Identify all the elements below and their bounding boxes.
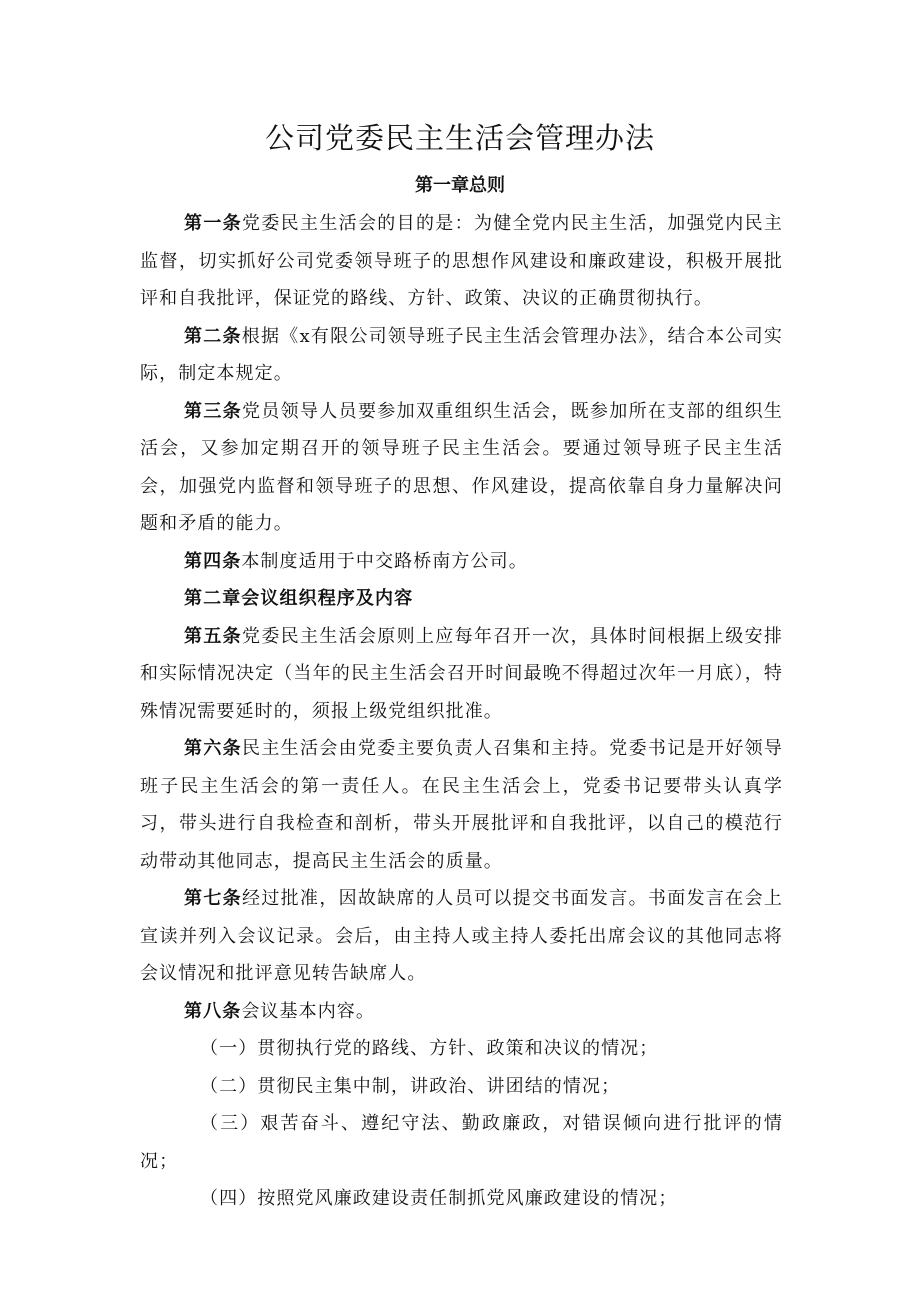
article-label: 第八条 [184,1000,242,1022]
article-label: 第三条 [184,400,242,422]
article-text: 会议基本内容。 [241,1000,376,1022]
document-title: 公司党委民主生活会管理办法 [264,121,655,155]
article-6 [140,730,783,880]
article-text: 民主生活会由党委主要负责人召集和主持。党委书记是开好领导班子民主生活会的第一责任人。在民主生活会上，党委书记要带头认真学习，带头进行自我检查和剖析，带头开展批评和自我批评，以自己的模范行动带动其他同志，提高民主生活会的质量。 [140,738,783,872]
article-text: 经过批准，因故缺席的人员可以提交书面发言。书面发言在会上宣读并列入会议记录。会后，由主持人或主持人委托出席会议的其他同志将会议情况和批评意见转告缺席人。 [140,888,783,984]
list-item: （一）贯彻执行党的路线、方针、政策和决议的情况； [200,1038,659,1059]
article-label: 第五条 [184,625,242,647]
article-text: 党员领导人员要参加双重组织生活会，既参加所在支部的组织生活会，又参加定期召开的领导班子民主生活会。要通过领导班子民主生活会，加强党内监督和领导班子的思想、作风建设，提高依靠自身力量解决问题和矛盾的能力。 [140,400,783,534]
article-4 [140,543,783,581]
article-label: 第二条 [184,325,242,347]
article-1 [140,205,783,318]
article-2 [140,318,783,393]
article-label: 第七条 [184,888,242,909]
document-body [140,205,783,1218]
article-label: 第四条 [184,550,242,572]
article-text: 党委民主生活会原则上应每年召开一次，具体时间根据上级安排和实际情况决定（当年的民主生活会召开时间最晚不得超过次年一月底），特殊情况需要延时的，须报上级党组织批准。 [140,625,783,722]
article-text: 党委民主生活会的目的是：为健全党内民主生活，加强党内民主监督，切实抓好公司党委领导班子的思想作风建设和廉政建设，积极开展批评和自我批评，保证党的路线、方针、政策、决议的正确贯彻执行。 [140,213,783,309]
list-item: （四）按照党风廉政建设责任制抓党风廉政建设的情况； [200,1188,678,1209]
chapter-heading-2: 第二章会议组织程序及内容 [184,588,414,609]
article-label: 第一条 [184,213,242,234]
article-7 [140,880,783,993]
chapter-heading-1: 第一章总则 [415,175,505,196]
article-text: 根据《x有限公司领导班子民主生活会管理办法》，结合本公司实际，制定本规定。 [140,325,783,384]
article-8 [140,993,783,1031]
article-label: 第六条 [184,738,242,759]
article-text: 本制度适用于中交路桥南方公司。 [241,550,528,572]
list-item: （三）艰苦奋斗、遵纪守法、勤政廉政，对错误倾向进行批评的情况； [140,1113,783,1172]
article-3 [140,393,783,543]
article-5 [140,618,783,731]
list-item: （二）贯彻民主集中制，讲政治、讲团结的情况； [200,1075,621,1097]
